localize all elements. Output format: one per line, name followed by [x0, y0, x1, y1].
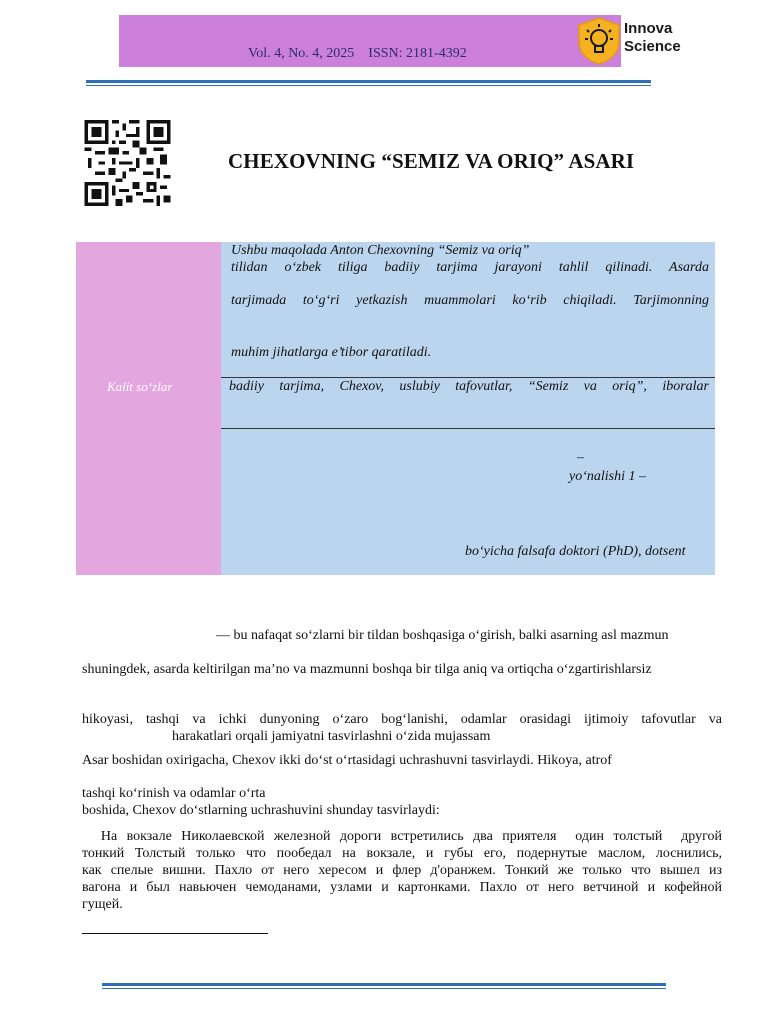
header-rule-thin [86, 85, 651, 86]
author-degree: bo‘yicha falsafa doktori (PhD), dotsent [465, 544, 686, 559]
abstract-line-1: Ushbu maqolada Anton Chexovning “Semiz va oriq” [231, 243, 530, 258]
body-paragraph-1: — bu nafaqat so‘zlarni bir tildan boshqasiga o‘girish, balki asarning asl mazmun [216, 628, 669, 643]
lightbulb-shield-icon [576, 16, 622, 66]
author-dash: – [577, 450, 584, 465]
abstract-divider-top [221, 377, 715, 378]
quote-line-5: гущей. [82, 897, 123, 912]
body-paragraph-5: Asar boshidan oxirigacha, Chexov ikki do‘st o‘rtasidagi uchrashuvni tasvirlaydi. Hikoya, atrof [82, 753, 612, 768]
qr-code-icon [82, 120, 173, 206]
body-paragraph-2: shuningdek, asarda keltirilgan ma’no va mazmunni boshqa bir tilga aniq va ortiqcha o‘zgartirishlarsiz [82, 662, 652, 677]
journal-info: Vol. 4, No. 4, 2025 ISSN: 2181-4392 [248, 46, 467, 61]
abstract-divider-bottom [221, 428, 715, 429]
footer-rule-thin [102, 988, 666, 989]
quote-line-1: На вокзале Николаевской железной дороги встретились два приятеля один толстый другой [82, 829, 722, 844]
russian-quote [82, 828, 722, 913]
innova-science-logo [576, 16, 706, 66]
logo-text-science: Science [624, 38, 681, 55]
quote-line-3: как спелые вишни. Пахло от него хересом и флер д'оранжем. Тонкий же только что вышел из [82, 863, 722, 878]
author-direction: yo‘nalishi 1 – [569, 469, 646, 484]
keywords-label: Kalit so‘zlar [107, 379, 173, 394]
abstract-line-2: tilidan o‘zbek tiliga badiiy tarjima jarayoni tahlil qilinadi. Asarda [231, 260, 709, 275]
footer-rule [102, 983, 666, 986]
abstract-line-3: tarjimada to‘g‘ri yetkazish muammolari ko‘rib chiqiladi. Tarjimonning [231, 293, 709, 308]
body-paragraph-6: tashqi ko‘rinish va odamlar o‘rta [82, 786, 266, 801]
quote-line-2: тонкий Толстый только что пообедал на вокзале, и губы его, подернутые маслом, лоснились, [82, 846, 722, 861]
abstract-panel [221, 242, 715, 575]
keywords-text: badiiy tarjima, Chexov, uslubiy tafovutlar, “Semiz va oriq”, iboralar [229, 379, 709, 394]
body-paragraph-4: harakatlari orqali jamiyatni tasvirlashni o‘zida mujassam [172, 729, 491, 744]
quote-line-4: вагона и был навьючен чемоданами, узлами и картонками. Пахло от него ветчиной и кофейной [82, 880, 722, 895]
header-rule [86, 80, 651, 83]
abstract-label-panel [76, 242, 221, 575]
article-title: CHEXOVNING “SEMIZ VA ORIQ” ASARI [228, 149, 635, 173]
logo-text-innova: Innova [624, 20, 673, 37]
body-paragraph-3: hikoyasi, tashqi va ichki dunyoning o‘zaro bog‘lanishi, odamlar orasidagi ijtimoiy tafovutlar va [82, 712, 722, 727]
footnote-separator [82, 933, 268, 934]
abstract-line-4: muhim jihatlarga e’tibor qaratiladi. [231, 345, 432, 360]
body-paragraph-7: boshida, Chexov do‘stlarning uchrashuvini shunday tasvirlaydi: [82, 803, 440, 818]
